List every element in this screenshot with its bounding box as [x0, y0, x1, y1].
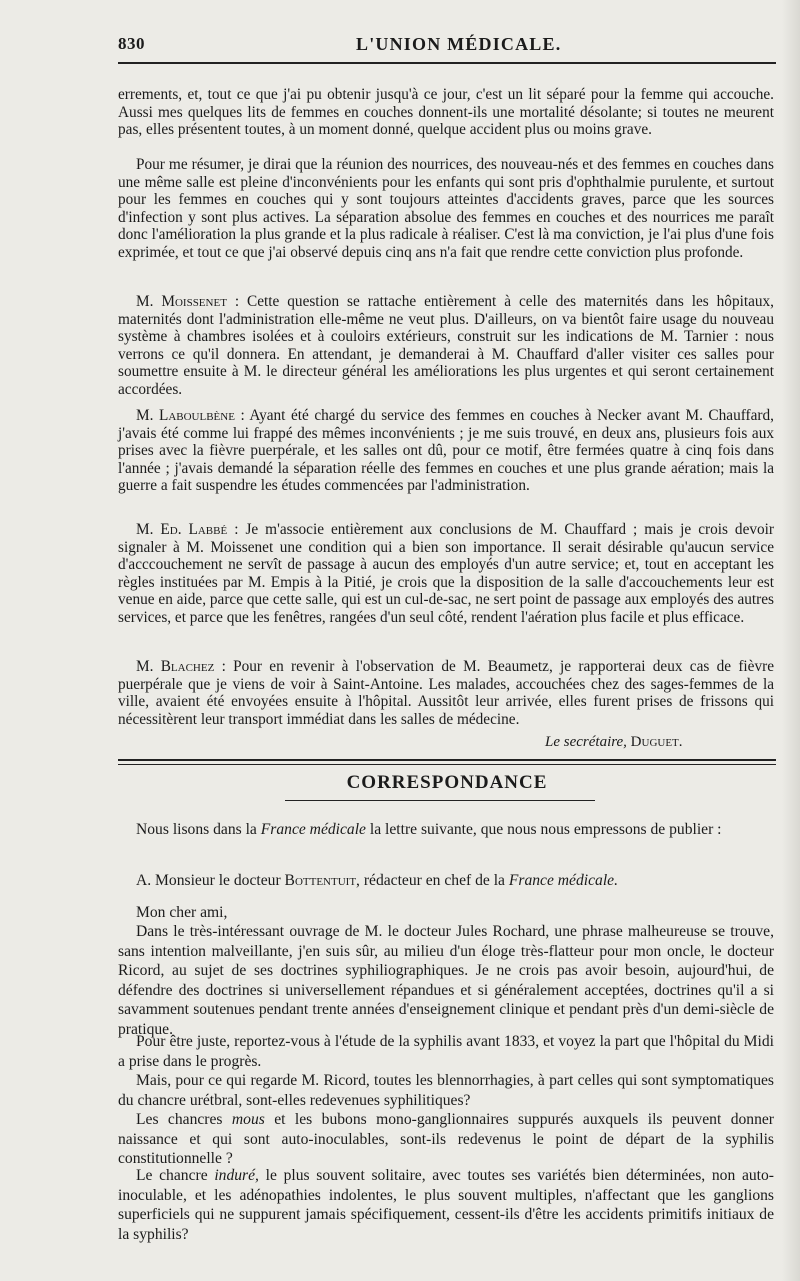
speaker-name: M. Moissenet :	[136, 293, 240, 310]
letter-paragraph	[118, 1166, 774, 1244]
header-rule	[118, 62, 776, 64]
address-line	[118, 871, 774, 891]
intro-paragraph	[118, 820, 774, 840]
paragraph: Pour me résumer, je dirai que la réunion des nourrices, des nouveau-nés et des femmes en couches dans une même salle est pleine d'inconvénients pour les enfants qui sont pris d'ophthalmie purulente, et surtout pour les femmes en couches qui y sont toujours atteintes d'accidents graves, parce que les sources d'infection y sont plus actives. La séparation absolue des femmes en couches et des nourrices me paraît donc l'amélioration la plus grande et la plus radicale à réaliser. C'est là ma conviction, je l'ai plus d'une fois exprimée, et tout ce que j'ai observé depuis cinq ans n'a fait que rendre cette conviction plus profonde.	[118, 156, 774, 261]
speaker-name: M. Ed. Labbé :	[136, 521, 239, 538]
emphasis: mous	[231, 1111, 265, 1128]
heading-underline	[285, 800, 595, 801]
letter-paragraph: Pour être juste, reportez-vous à l'étude de la syphilis avant 1833, et voyez la part que l'hôpital du Midi a prise dans le progrès.	[118, 1033, 774, 1070]
salutation: Mon cher ami,	[136, 904, 228, 921]
page-number: 830	[118, 34, 145, 53]
section-rule-top	[118, 759, 776, 761]
letter-paragraph	[118, 1110, 774, 1169]
paragraph-labbe	[118, 521, 774, 626]
signature-role: Le secrétaire,	[545, 734, 627, 750]
speech-text: Pour en revenir à l'observation de M. Beaumetz, je rapporterai deux cas de fièvre puerpérale que je viens de voir à Saint-Antoine. Les malades, accouchées chez des sages-femmes de la ville, avaient été envoyées ensuite à l'hôpital. Aussitôt leur arrivée, elles furent prises de frissons qui nécessitèrent leur transport immédiat dans les salles de médecine.	[118, 658, 774, 728]
text-run: et les bubons mono-ganglionnaires suppurés auxquels ils peuvent donner naissance et qui sont auto-inoculables, sont-ils redevenus le point de départ de la syphilis constitutionnelle ?	[118, 1111, 774, 1167]
page-header	[118, 34, 778, 58]
speech-text: Ayant été chargé du service des femmes en couches à Necker avant M. Chauffard, j'avais été comme lui frappé des mêmes inconvénients ; je me suis trouvé, en deux ans, plusieurs fois aux prises avec la fièvre puerpérale, et les salles ont dû, pour ce motif, être fermées quatre à cinq fois dans l'année ; j'avais demandé la séparation réelle des femmes en couches et une plus grande aération; mais la guerre a fait suspendre les études commencées par l'administration.	[118, 407, 774, 494]
page-gutter-shadow	[782, 0, 800, 1281]
paragraph-laboulbene	[118, 407, 774, 495]
speaker-name: M. Blachez :	[136, 658, 226, 675]
speech-text: Je m'associe entièrement aux conclusions de M. Chauffard ; mais je crois devoir signaler à M. Moissenet une condition qui a bien son importance. Il serait désirable qu'aucun service d'acccouchement ne servît de passage à aucun des employés d'un autre service; et, tout en acceptant les règles instituées par M. Empis à la Pitié, je crois que la disposition de la salle d'accouchements leur est venue en aide, parce que cette salle, qui est un cul-de-sac, ne sert point de passage aux employés des autres services, et parce que les fenêtres, rangées d'un seul côté, rendent l'aération plus facile et plus efficace.	[118, 521, 774, 626]
text-run: le plus souvent solitaire, avec toutes ses variétés bien déterminées, non auto-inoculable, et les adénopathies indolentes, le plus souvent multiples, n'affectant que les ganglions superficiels qui ne suppurent jamais spécifiquement, cessent-ils d'être les accidents primitifs initiaux de la syphilis?	[118, 1167, 774, 1243]
letter-paragraph: Dans le très-intéressant ouvrage de M. le docteur Jules Rochard, une phrase malheureuse se trouve, sans intention malveillante, j'en suis sûr, au milieu d'un éloge très-flatteur pour mon oncle, le docteur Ricord, au sujet de ses doctrines syphiliographiques. Je ne crois pas avoir besoin, aujourd'hui, de défendre des doctrines si universellement répandues et si généralement acceptées, doctrines qu'il a si savamment soutenues pendant trente années d'enseignement clinique et pendant près d'un demi-siècle de pratique.	[118, 923, 774, 1038]
speech-text: Cette question se rattache entièrement à celle des maternités dans les hôpitaux, maternités dont l'administration elle-même ne veut plus. D'ailleurs, on va bientôt faire usage du nouveau système à chambres isolées et à couloirs extérieurs, construit sur les indications de M. Tarnier : nous verrons ce qu'il donnera. En attendant, je demanderai à M. Chauffard d'aller visiter ces salles pour soumettre ensuite à M. le directeur général les améliorations les plus urgentes et qui seront certainement accordées.	[118, 293, 774, 398]
text-run: Les chancres	[136, 1111, 232, 1128]
paragraph-blachez	[118, 658, 774, 728]
addressee-name: Bottentuit	[284, 872, 357, 889]
text-run: , rédacteur en chef de la	[356, 872, 509, 889]
text-run: Nous lisons dans la	[136, 821, 261, 838]
emphasis: induré,	[214, 1167, 259, 1184]
signature-name: Duguet.	[630, 734, 683, 750]
text-run: la lettre suivante, que nous nous empressons de publier :	[365, 821, 722, 838]
paragraph: errements, et, tout ce que j'ai pu obtenir jusqu'à ce jour, c'est un lit séparé pour la femme qui accouche. Aussi mes quelques lits de femmes en couches donnent-ils une mortalité désolante; si toutes ne meurent pas, elles présentent toutes, à un moment donné, quelque accident plus ou moins grave.	[118, 86, 774, 138]
text-run: Le chancre	[136, 1167, 215, 1184]
letter-paragraph: Mais, pour ce qui regarde M. Ricord, toutes les blennorrhagies, à part celles qui sont symptomatiques du chancre urétbral, sont-elles redevenues syphilitiques?	[118, 1072, 774, 1109]
running-head: L'UNION MÉDICALE.	[356, 34, 562, 54]
journal-title: France médicale.	[508, 872, 618, 889]
signature	[545, 734, 683, 751]
text-run: A. Monsieur le docteur	[136, 872, 285, 889]
section-heading: CORRESPONDANCE	[346, 772, 548, 793]
section-rule-top-thin	[118, 764, 776, 765]
paragraph-moissenet	[118, 293, 774, 398]
journal-title: France médicale	[260, 821, 366, 838]
speaker-name: M. Laboulbène :	[136, 407, 245, 424]
